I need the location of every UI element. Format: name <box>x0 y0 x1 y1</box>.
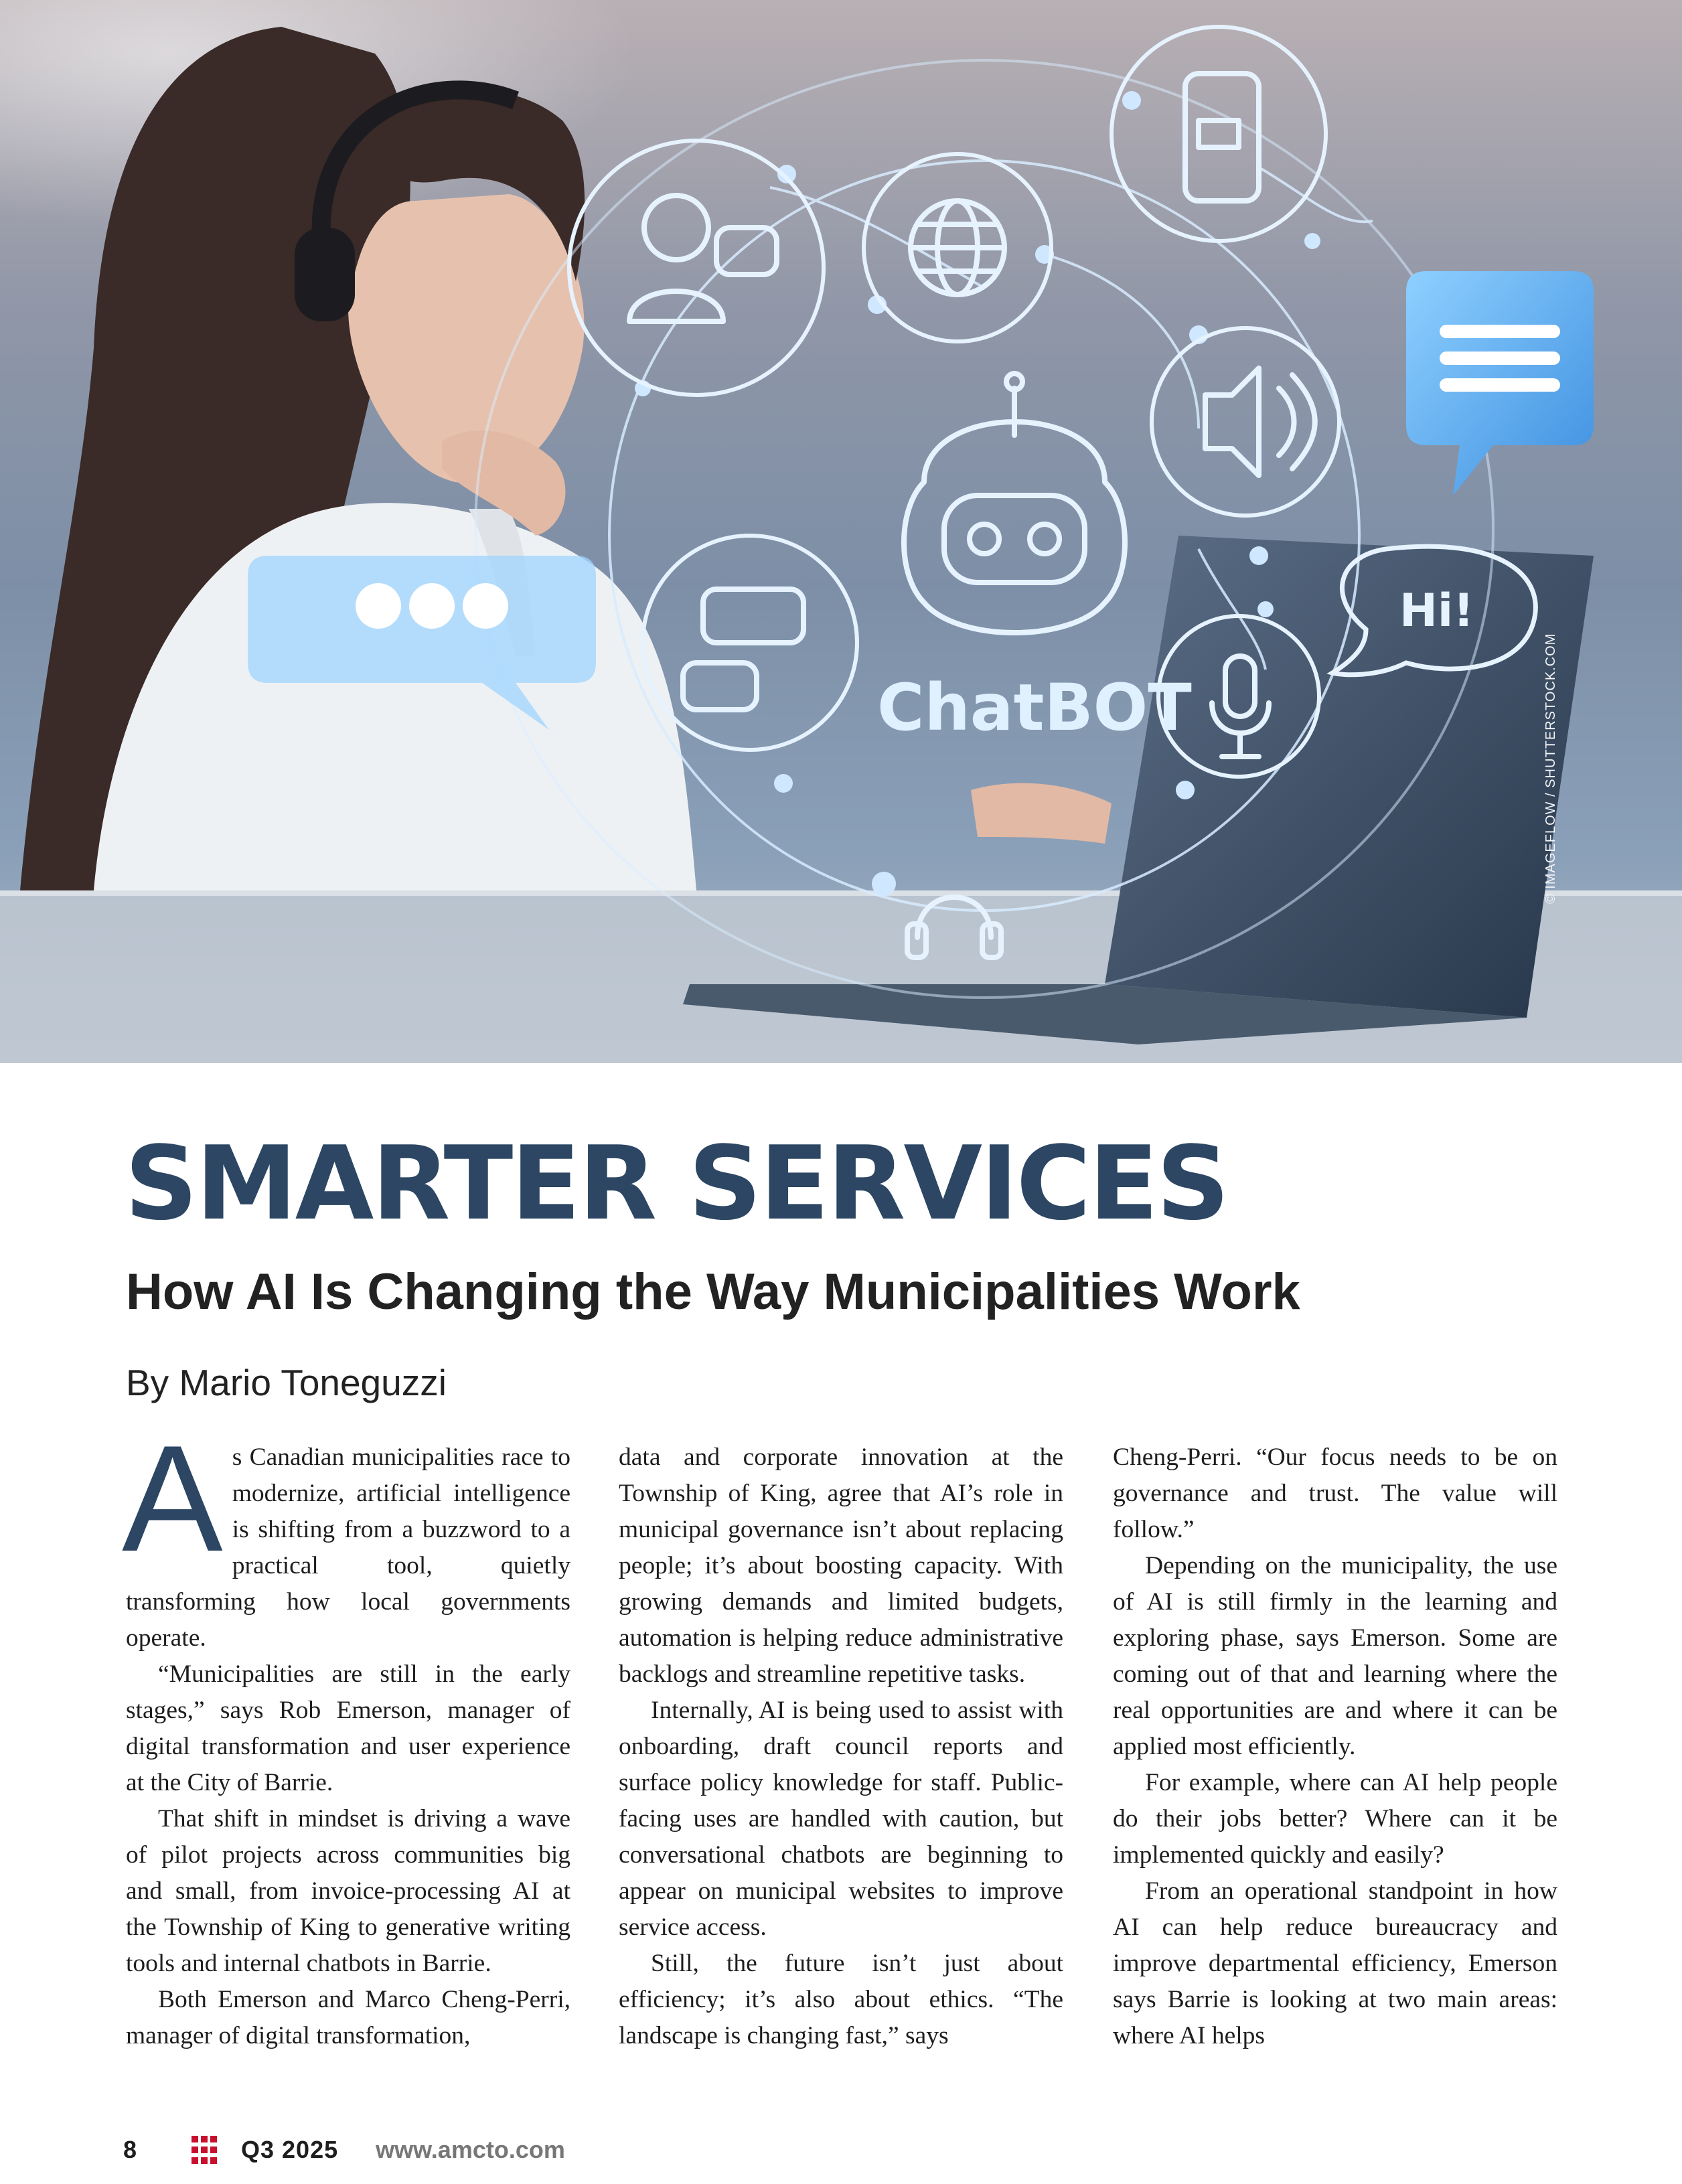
issue-date: Q3 2025 <box>241 2136 339 2163</box>
mobile-chat-icon <box>1112 27 1326 241</box>
paragraph: Depending on the municipality, the use of AI is still firmly in the learning and exploring phase, says Emerson. Some are coming out of that and learning where the real opportunities are and where it can be applied most efficiently. <box>1113 1552 1557 1760</box>
speaker-icon <box>1152 328 1339 516</box>
paragraph: That shift in mindset is driving a wave of pilot projects across communities big and small, from invoice-processing AI at the Township of King to generative writing tools and internal chatbots in Barrie. <box>126 1805 570 1977</box>
column-3 <box>1113 1439 1557 2054</box>
article-subtitle: How AI Is Changing the Way Municipalities Work <box>126 1263 1300 1320</box>
column-1 <box>122 1413 570 2054</box>
paragraph: Still, the future isn’t just about efficiency; it’s also about ethics. “The landscape is changing fast,” says <box>619 1950 1063 2049</box>
drop-cap: A <box>122 1413 223 1583</box>
paragraph: For example, where can AI help people do their jobs better? Where can it be implemented quickly and easily? <box>1113 1769 1557 1869</box>
paragraph: “Municipalities are still in the early stages,” says Rob Emerson, manager of digital transformation and user experience at the City of Barrie. <box>126 1660 570 1796</box>
column-2 <box>619 1439 1063 2054</box>
chatbot-label: ChatBOT <box>877 670 1192 745</box>
paragraph: As Canadian municipalities race to modernize, artificial intelligence is shifting from a buzzword to a practical tool, quietly transforming how local governments operate. <box>122 1413 570 1652</box>
hero-illustration <box>0 0 1682 1063</box>
page-footer <box>123 2133 565 2167</box>
page-number: 8 <box>123 2136 137 2163</box>
website-link[interactable]: www.amcto.com <box>376 2136 565 2163</box>
customer-chat-icon <box>569 141 824 395</box>
svg-text:Hi!: Hi! <box>1399 584 1474 637</box>
article-title: SMARTER SERVICES <box>125 1124 1228 1243</box>
paragraph: Internally, AI is being used to assist with onboarding, draft council reports and surface policy knowledge for staff. Public-facing uses are handled with caution, but conversational chatbots are beginning to appear on municipal websites to improve service access. <box>619 1697 1063 1941</box>
byline: By Mario Toneguzzi <box>126 1362 447 1403</box>
paragraph: data and corporate innovation at the Township of King, agree that AI’s role in municipal governance isn’t about replacing people; it’s about boosting capacity. With growing demands and limited budgets, automation is helping reduce administrative backlogs and streamline repetitive tasks. <box>619 1444 1063 1688</box>
hero-photo <box>0 0 1682 1063</box>
amcto-logo-icon <box>190 2134 218 2165</box>
paragraph: Both Emerson and Marco Cheng-Perri, manager of digital transformation, <box>126 1986 570 2049</box>
message-lines-bubble <box>1406 271 1594 495</box>
paragraph: From an operational standpoint in how AI can help reduce bureaucracy and improve departmental efficiency, Emerson says Barrie is looking at two main areas: where AI helps <box>1113 1877 1557 2049</box>
photo-credit: © IMAGEFLOW / SHUTTERSTOCK.COM <box>1543 633 1558 904</box>
paragraph: Cheng-Perri. “Our focus needs to be on governance and trust. The value will follow.” <box>1113 1444 1557 1543</box>
